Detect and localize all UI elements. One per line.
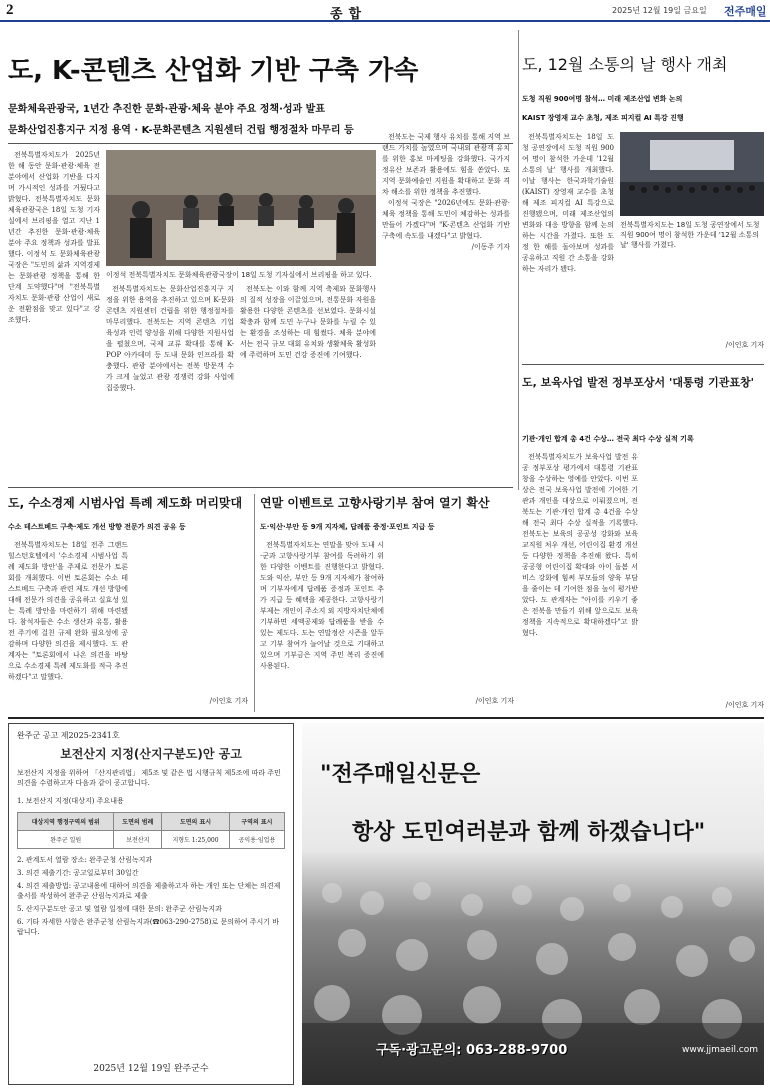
notice-table-cell: 지형도 1:25,000: [162, 831, 230, 849]
main-body-col3: 전북도는 이와 함께 지역 축제와 문화행사의 질적 성장을 이끌었으며, 전통문화 자원을 활용한 다양한 콘텐츠를 선보였다. 문화시설 확충과 함께 도민 누구나 문화를 누릴 수 있는 환경을 조성하는 데 힘썼다. 체육 분야에서는 전국 규모 대회 유치와 생활체육 활성화에 주력하며 도민 건강 증진에 기여했다.: [240, 285, 376, 359]
right-story2-body: 전북특별자치도가 보육사업 발전 유공 정부포상 평가에서 대통령 기관표창을 수상하는 영예를 안았다. 이번 포상은 전국 보육사업 발전에 기여한 기관과 개인을 대상으로 이뤄졌으며, 전북도는 기관·개인 합계 총 4건을 수상해 전국 최다 수상 실적을 기록했다. 전북도는 보육의 공공성 강화와 보육교직원 처우 개선, 어린이집 환경 개선 등 다양한 정책을 추진해 왔다. 특히 공공형 어린이집 확대와 아이 돌봄 서비스 강화에 힘써 부모들의 양육 부담을 줄이는 데 기여한 점을 높이 평가받았다. 도 관계자는 "아이를 키우기 좋은 전북을 만들기 위해 앞으로도 보육 정책을 지속적으로 확대하겠다"고 밝혔다.: [522, 453, 638, 637]
main-photo: [106, 150, 376, 266]
main-byline: /이동주 기자: [471, 243, 510, 251]
divider: [522, 364, 764, 365]
notice-table-header: 도면의 표시: [162, 813, 230, 831]
bottom-story2-headline: 연말 이벤트로 고향사랑기부 참여 열기 확산: [260, 496, 490, 510]
right-story2-sub: 기관·개인 합계 총 4건 수상… 전국 최다 수상 실적 기록: [522, 435, 694, 443]
ad-divider: [8, 717, 764, 719]
notice-table-header: 구역의 표시: [229, 813, 284, 831]
right-story1-headline: 도, 12월 소통의 날 행사 개최: [522, 55, 728, 74]
bottom-story1-byline: /이인호 기자: [209, 697, 248, 705]
notice-table-header: 도면의 범례: [114, 813, 162, 831]
bottom-story2-sub: 도·익산·부안 등 9개 지자체, 답례품 증정·포인트 지급 등: [260, 523, 435, 531]
right-story1-caption: 전북특별자치도는 18일 도청 공연장에서 도청 직원 900여 명이 참석한 가운데 '12월 소통의 날' 행사를 가졌다.: [620, 221, 760, 249]
notice-item-5: 5. 산지구분도안 공고 및 열람 일정에 대한 문의: 완주군 산림녹지과: [17, 905, 222, 913]
main-headline: 도, K-콘텐츠 산업화 기반 구축 가속: [8, 56, 419, 86]
right-story2-byline-area: [644, 452, 764, 716]
right-story2-byline: /이인호 기자: [725, 701, 764, 709]
bottom-story1-byline-area: [134, 540, 248, 712]
notice-item-1: 1. 보전산지 지정(대상지) 주요내용: [17, 797, 124, 805]
notice-signature: 2025년 12월 19일 완주군수: [93, 1064, 209, 1074]
main-photo-caption: 이정석 전북특별자치도 문화체육관광국장이 18일 도청 기자실에서 브리핑을 하고 있다.: [106, 271, 372, 279]
bottom-story1-body: 전북특별자치도는 18일 전주 그랜드힐스턴호텔에서 '수소경제 시범사업 특례 제도화 방안'을 주제로 전문가 토론회를 개최했다. 이번 토론회는 수소 테스트베드 구축과 관련 제도 개선 방향에 대해 전문가 의견을 공유하고 실효성 있는 특례 방안을 마련하기 위해 마련됐다. 참석자들은 수소 생산과 유통, 활용 전 주기에 걸친 규제 완화 필요성에 공감하며 다양한 의견을 제시했다. 도 관계자는 "토론회에서 나온 의견을 바탕으로 수소경제 특례 제도화를 적극 추진하겠다"고 말했다.: [8, 541, 128, 681]
right-story1-byline-area: [620, 256, 764, 356]
notice-item-4: 4. 의견 제출방법: 공고내용에 대하여 의견을 제출하고자 하는 개인 또는 단체는 의견제출서를 작성하여 완주군 산림녹지과로 제출: [17, 882, 281, 900]
bottom-story2-byline: /이인호 기자: [475, 697, 514, 705]
notice-item-3: 3. 의견 제출기간: 공고일로부터 30일간: [17, 869, 139, 877]
right-story1-photo: [620, 132, 764, 216]
right-story1-sub2: KAIST 장영재 교수 초청, 제조 피지컬 AI 특강 진행: [522, 114, 684, 122]
notice-title: 보전산지 지정(산지구분도)안 공고: [60, 747, 242, 761]
promo-contact: 구독·광고문의: 063-288-9700: [376, 1043, 568, 1058]
paper-name: 전주매일: [724, 5, 767, 18]
column-divider: [518, 30, 519, 490]
bottom-story2-byline-area: [390, 540, 514, 712]
right-story1-sub: 도청 직원 900여명 참석… 미래 제조산업 변화 논의: [522, 95, 683, 103]
main-subheadline-1: 문화체육관광국, 1년간 추진한 문화·관광·체육 분야 주요 정책·성과 발표: [8, 104, 326, 115]
newspaper-promo-ad: [302, 723, 764, 1085]
right-story1-body: 전북특별자치도는 18일 도청 공연장에서 도청 직원 900여 명이 참석한 가운데 '12월 소통의 날' 행사를 개최했다. 이날 행사는 한국과학기술원(KAIST) 장영재 교수를 초청해 제조 피지컬 AI 특강으로 진행됐으며, 미래 제조산업의 변화와 대응 방향을 함께 논의하는 시간을 가졌다. 또한 도정 한 해를 돌아보며 성과를 공유하고 직원 간 소통을 강화하는 자리가 됐다.: [522, 133, 614, 273]
promo-website: www.jjmaeil.com: [682, 1045, 759, 1055]
notice-table: [17, 812, 285, 849]
page-header: [0, 0, 770, 22]
notice-item-2: 2. 관계도서 열람 장소: 완주군청 산림녹지과: [17, 856, 153, 864]
promo-quote-line1: "전주매일신문은: [320, 762, 481, 787]
bottom-story1-sub: 수소 테스트베드 구축·제도 개선 방향 전문가 의견 공유 등: [8, 523, 186, 531]
notice-table-header: 대상지역 행정구역의 범위: [18, 813, 114, 831]
bottom-story1-headline: 도, 수소경제 시범사업 특례 제도화 머리맞대: [8, 496, 243, 510]
divider: [8, 487, 513, 488]
main-subheadline-2: 문화산업진흥지구 지정 용역 · K-문화콘텐츠 지원센터 건립 행정절차 마무리 등: [8, 125, 354, 136]
page-number: 2: [6, 2, 14, 18]
notice-table-cell: 공익용·임업용: [229, 831, 284, 849]
issue-date: 2025년 12월 19일 금요일: [612, 6, 707, 15]
main-body-col4: 전북도는 국제 행사 유치를 통해 지역 브랜드 가치를 높였으며 국내외 관광객 유치를 위한 홍보 마케팅을 강화했다. 국가지정유산 보존과 활용에도 힘을 쏟았다. 또 지역 문화예술인 지원을 확대하고 문화 격차 해소를 위한 정책을 추진했다. 이정석 국장은 "2026년에도 문화·관광·체육 정책을 통해 도민이 체감하는 성과를 만들어 가겠다"며 "K-콘텐츠 산업화 기반 구축에 속도를 내겠다"고 밝혔다. /이동주 기자: [382, 133, 510, 251]
main-body-col2: 전북특별자치도는 문화산업진흥지구 지정을 위한 용역을 추진하고 있으며 K-문화콘텐츠 지원센터 건립을 위한 행정절차를 마무리했다. 전북도는 지역 콘텐츠 기업 육성과 인력 양성을 위해 다양한 지원사업을 펼쳤으며, 국제 교류 확대를 통해 K-POP 아카데미 등 도내 문화 인프라를 확충했다. 관광 분야에서는 전북 방문객 수가 크게 늘었고 관광 경쟁력 강화 사업에 집중했다.: [106, 285, 234, 392]
bottom-story2-body: 전북특별자치도는 연말을 맞아 도내 시·군과 고향사랑기부 참여를 독려하기 위한 다양한 이벤트를 진행한다고 밝혔다. 도와 익산, 부안 등 9개 지자체가 참여하며 기부자에게 답례품 증정과 포인트 추가 지급 등 혜택을 제공한다. 고향사랑기부제는 개인이 주소지 외 지방자치단체에 기부하면 세액공제와 답례품을 받을 수 있는 제도다. 도는 연말정산 시즌을 앞두고 기부 참여가 늘어날 것으로 기대하고 있으며 기부금은 지역 주민 복리 증진에 사용된다.: [260, 541, 384, 670]
right-story1-byline: /이인호 기자: [725, 341, 764, 349]
main-body-col1: 전북특별자치도가 2025년 한 해 동안 문화·관광·체육 전 분야에서 산업화 기반을 다지며 가시적인 성과를 거뒀다고 밝혔다. 전북특별자치도 문화체육관광국은 18일 도청 기자실에서 브리핑을 열고 지난 1년간 추진한 문화·관광·체육 분야 주요 정책과 성과를 발표했다. 이정석 도 문화체육관광국장은 "도민의 삶과 지역경제는 문화관광 정책을 통해 한 단계 도약했다"며 "전북특별자치도 문화·관광 산업이 새로운 전환점을 맞고 있다"고 강조했다.: [8, 151, 100, 324]
section-label: 종합: [330, 7, 368, 22]
notice-table-cell: 보전산지: [114, 831, 162, 849]
notice-number: 완주군 공고 제2025-2341호: [17, 731, 120, 740]
notice-item-6: 6. 기타 자세한 사항은 완주군청 산림녹지과(☎063-290-2758)로 문의하여 주시기 바랍니다.: [17, 918, 280, 936]
promo-quote-line2: 항상 도민여러분과 함께 하겠습니다": [352, 820, 706, 845]
right-story2-headline: 도, 보육사업 발전 정부포상서 '대통령 기관표창': [522, 376, 754, 389]
notice-intro: 보전산지 지정을 위하여 「산지관리법」 제5조 및 같은 법 시행규칙 제5조에 따라 주민의견을 수렴하고자 다음과 같이 공고합니다.: [17, 769, 281, 787]
public-notice-ad: [8, 723, 294, 1085]
notice-table-cell: 완주군 일원: [18, 831, 114, 849]
column-divider: [254, 494, 255, 712]
